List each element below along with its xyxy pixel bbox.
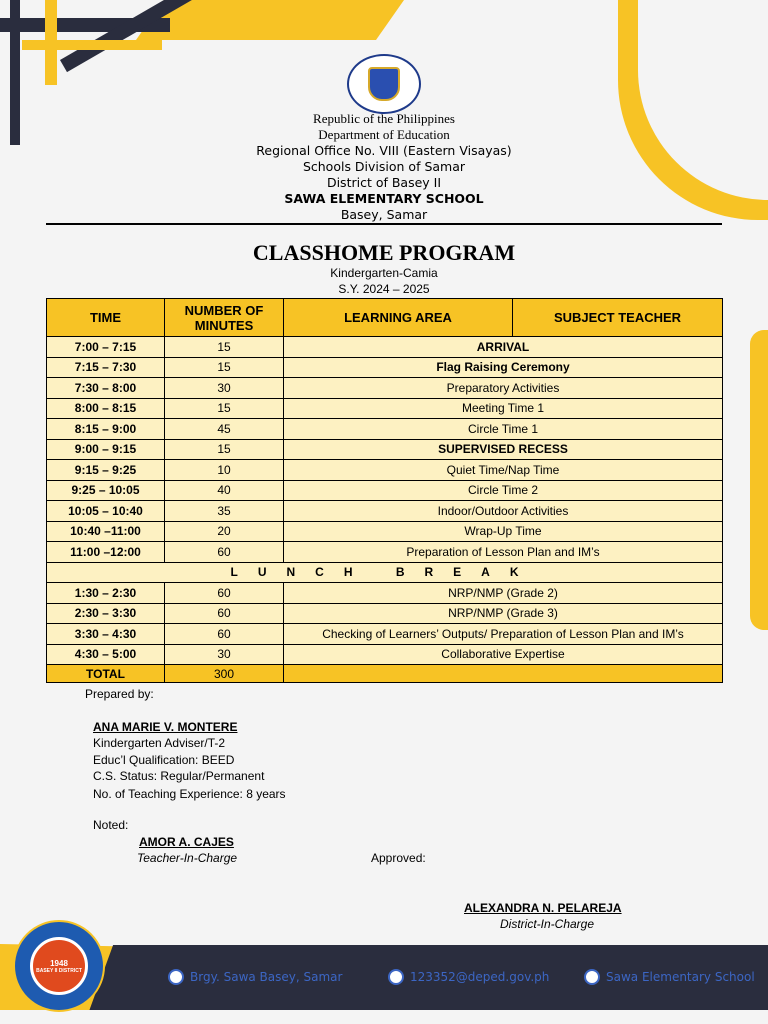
approved-label: Approved: (371, 851, 426, 865)
table-header-row (47, 299, 723, 337)
noted-title: Teacher-In-Charge (137, 851, 238, 865)
footer-email[interactable] (388, 969, 549, 985)
cell-time: 10:05 – 10:40 (47, 501, 165, 522)
cell-minutes: 30 (165, 378, 284, 399)
cell-minutes: 35 (165, 501, 284, 522)
cell-time: 10:40 –11:00 (47, 521, 165, 542)
footer-email-text[interactable]: 123352@deped.gov.ph (410, 970, 550, 984)
header-time: TIME (47, 299, 165, 337)
document-school-year: S.Y. 2024 – 2025 (338, 282, 430, 296)
total-label: TOTAL (47, 665, 165, 683)
table-row (47, 501, 723, 522)
cell-area: SUPERVISED RECESS (284, 439, 723, 460)
footer-page-text[interactable]: Sawa Elementary School (606, 970, 755, 984)
deped-seal-icon (388, 969, 404, 985)
deped-seal-icon (168, 969, 184, 985)
header-school: SAWA ELEMENTARY SCHOOL (284, 191, 484, 206)
table-row (47, 644, 723, 665)
header-department: Department of Education (318, 127, 450, 142)
cell-area: Indoor/Outdoor Activities (284, 501, 723, 522)
deped-seal-icon (584, 969, 600, 985)
document-title: CLASSHOME PROGRAM (252, 240, 516, 265)
preparer-name: ANA MARIE V. MONTERE (93, 720, 238, 734)
cell-time: 9:25 – 10:05 (47, 480, 165, 501)
cell-minutes: 15 (165, 357, 284, 378)
prepared-by-label: Prepared by: (85, 687, 154, 701)
header-republic: Republic of the Philippines (313, 111, 455, 126)
school-seal-icon (13, 920, 105, 1012)
cell-area: Circle Time 1 (284, 419, 723, 440)
cell-minutes: 15 (165, 398, 284, 419)
cell-time: 4:30 – 5:00 (47, 644, 165, 665)
noted-label: Noted: (93, 818, 129, 832)
total-blank (284, 665, 723, 683)
table-row (47, 624, 723, 645)
preparer-position: Kindergarten Adviser/T-2 (93, 736, 226, 750)
table-row (47, 521, 723, 542)
seal-inner (30, 937, 88, 995)
header-divider (46, 223, 722, 225)
table-row (47, 480, 723, 501)
decor-right-tab (750, 330, 768, 630)
cell-minutes: 30 (165, 644, 284, 665)
cell-minutes: 60 (165, 542, 284, 563)
footer-white-strip (0, 1010, 768, 1024)
cell-area: Flag Raising Ceremony (284, 357, 723, 378)
seal-text: BASEY II DISTRICT (36, 967, 82, 974)
cell-time: 7:30 – 8:00 (47, 378, 165, 399)
header-division: Schools Division of Samar (302, 159, 466, 174)
cell-time: 1:30 – 2:30 (47, 583, 165, 604)
decor-yellow-bar (22, 40, 162, 50)
cell-minutes: 15 (165, 439, 284, 460)
seal-year: 1948 (50, 958, 68, 968)
cell-time: 9:00 – 9:15 (47, 439, 165, 460)
cell-minutes: 40 (165, 480, 284, 501)
lunch-break-row (47, 562, 723, 583)
table-row (47, 583, 723, 604)
cell-minutes: 45 (165, 419, 284, 440)
approved-title: District-In-Charge (500, 917, 595, 931)
cell-time: 7:15 – 7:30 (47, 357, 165, 378)
cell-minutes: 10 (165, 460, 284, 481)
cell-area: Preparatory Activities (284, 378, 723, 399)
cell-area: Preparation of Lesson Plan and IM’s (284, 542, 723, 563)
cell-minutes: 15 (165, 337, 284, 358)
cell-area: Meeting Time 1 (284, 398, 723, 419)
header-learning-area: LEARNING AREA (284, 299, 513, 337)
table-row (47, 337, 723, 358)
deped-seal-icon (347, 54, 421, 114)
table-row (47, 398, 723, 419)
cell-area: Wrap-Up Time (284, 521, 723, 542)
table-row (47, 603, 723, 624)
preparer-qualification: Educ’l Qualification: BEED (93, 753, 235, 767)
cell-area: Circle Time 2 (284, 480, 723, 501)
preparer-experience: No. of Teaching Experience: 8 years (93, 787, 286, 801)
header-district: District of Basey II (326, 175, 442, 190)
cell-minutes: 60 (165, 603, 284, 624)
header-minutes: NUMBER OF MINUTES (165, 299, 284, 337)
total-row (47, 665, 723, 683)
table-row (47, 439, 723, 460)
cell-time: 8:00 – 8:15 (47, 398, 165, 419)
lunch-break-label: LUNCH BREAK (47, 562, 723, 583)
cell-area: NRP/NMP (Grade 3) (284, 603, 723, 624)
document-section: Kindergarten-Camia (330, 266, 438, 280)
cell-time: 7:00 – 7:15 (47, 337, 165, 358)
cell-area: Quiet Time/Nap Time (284, 460, 723, 481)
cell-minutes: 20 (165, 521, 284, 542)
header-location: Basey, Samar (340, 207, 428, 222)
cell-minutes: 60 (165, 583, 284, 604)
header-region: Regional Office No. VIII (Eastern Visayas) (256, 143, 512, 158)
cell-minutes: 60 (165, 624, 284, 645)
noted-name: AMOR A. CAJES (139, 835, 234, 849)
table-row (47, 419, 723, 440)
cell-time: 2:30 – 3:30 (47, 603, 165, 624)
schedule-table (46, 298, 723, 683)
cell-area: NRP/NMP (Grade 2) (284, 583, 723, 604)
table-row (47, 378, 723, 399)
total-minutes: 300 (165, 665, 284, 683)
preparer-status: C.S. Status: Regular/Permanent (93, 769, 265, 783)
cell-time: 3:30 – 4:30 (47, 624, 165, 645)
cell-time: 8:15 – 9:00 (47, 419, 165, 440)
cell-time: 9:15 – 9:25 (47, 460, 165, 481)
table-row (47, 357, 723, 378)
footer-address (168, 969, 342, 985)
cell-area: ARRIVAL (284, 337, 723, 358)
cell-area: Checking of Learners’ Outputs/ Preparation of Lesson Plan and IM’s (284, 624, 723, 645)
cell-area: Collaborative Expertise (284, 644, 723, 665)
shield-icon (368, 67, 400, 101)
footer-page[interactable] (584, 969, 755, 985)
table-row (47, 460, 723, 481)
header-subject-teacher: SUBJECT TEACHER (513, 299, 723, 337)
cell-time: 11:00 –12:00 (47, 542, 165, 563)
table-row (47, 542, 723, 563)
footer-address-text: Brgy. Sawa Basey, Samar (190, 970, 343, 984)
approved-name: ALEXANDRA N. PELAREJA (464, 901, 622, 915)
